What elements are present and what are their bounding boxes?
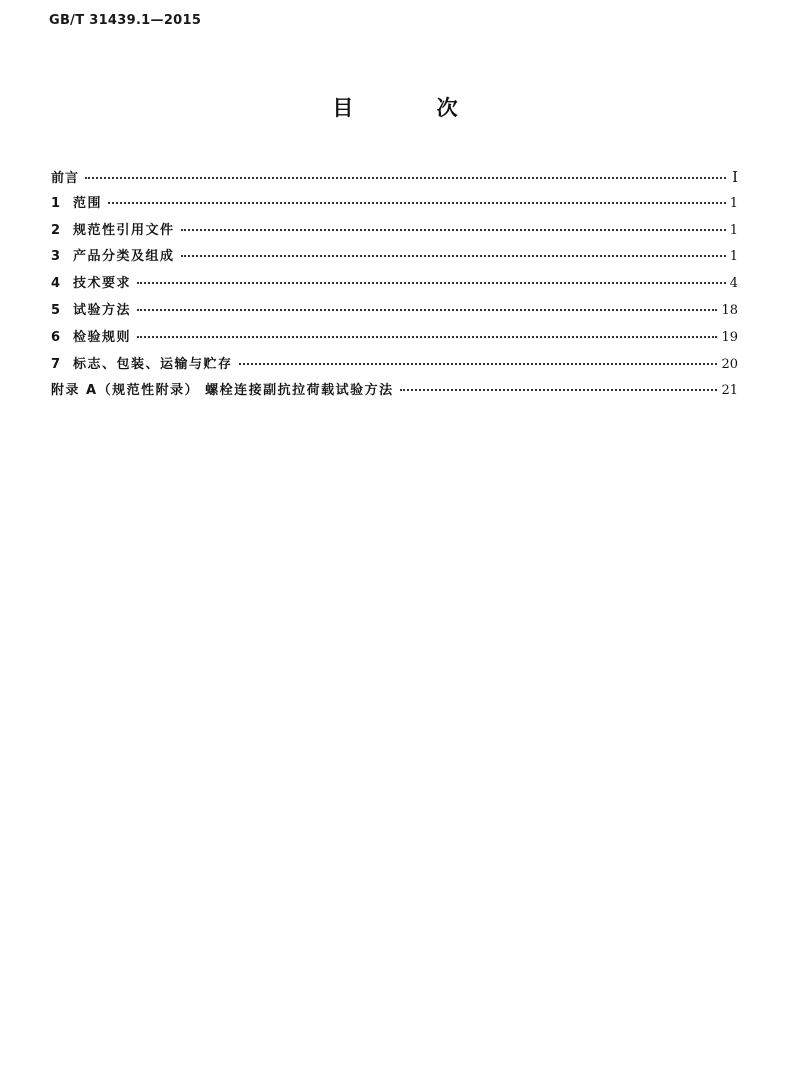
toc-page-number: 1 bbox=[729, 195, 738, 211]
toc-entry-number: 3 bbox=[51, 249, 61, 265]
toc-page-number: 1 bbox=[729, 222, 738, 238]
toc-leader-dots bbox=[137, 336, 717, 338]
toc-page-number: 20 bbox=[721, 356, 738, 372]
toc-entry-text: 标志、包装、运输与贮存 bbox=[73, 356, 233, 372]
toc-entry-7[interactable] bbox=[51, 352, 738, 379]
toc-entry-text: 试验方法 bbox=[73, 302, 132, 318]
toc-entry-text: 规范性引用文件 bbox=[73, 222, 175, 238]
toc-page-number: 4 bbox=[729, 276, 738, 292]
toc-leader-dots bbox=[137, 282, 726, 284]
toc-entry-1[interactable] bbox=[51, 191, 738, 218]
toc-leader-dots bbox=[239, 363, 718, 365]
toc-page-number: 18 bbox=[721, 302, 738, 318]
toc-entry-number: 1 bbox=[51, 195, 61, 211]
toc-page-number: 1 bbox=[729, 249, 738, 265]
toc-leader-dots bbox=[108, 202, 726, 204]
toc-page-number: 19 bbox=[721, 329, 738, 345]
toc-leader-dots bbox=[400, 389, 718, 391]
toc-entry-text: 技术要求 bbox=[73, 276, 132, 292]
toc-entry-3[interactable] bbox=[51, 244, 738, 271]
toc-entry-number: 7 bbox=[51, 356, 61, 372]
toc-entry-number: 5 bbox=[51, 302, 61, 318]
page-title: 目 次 bbox=[332, 96, 496, 120]
toc-entry-number: 4 bbox=[51, 276, 61, 292]
toc-entry-text: 产品分类及组成 bbox=[73, 249, 175, 265]
toc-entry-number: 2 bbox=[51, 222, 61, 238]
toc-entry-text: 检验规则 bbox=[73, 329, 132, 345]
toc-page-number: 21 bbox=[721, 383, 738, 399]
toc-entry-appendix-a[interactable] bbox=[51, 378, 738, 405]
table-of-contents bbox=[51, 164, 738, 405]
toc-entry-text: 附录 A（规范性附录） 螺栓连接副抗拉荷载试验方法 bbox=[51, 383, 394, 399]
toc-entry-6[interactable] bbox=[51, 325, 738, 352]
toc-page-number: Ⅰ bbox=[732, 168, 738, 186]
toc-leader-dots bbox=[181, 229, 726, 231]
toc-entry-text: 范围 bbox=[73, 195, 103, 211]
toc-leader-dots bbox=[85, 177, 726, 179]
toc-entry-preface[interactable] bbox=[51, 164, 738, 191]
toc-entry-4[interactable] bbox=[51, 271, 738, 298]
toc-leader-dots bbox=[137, 309, 717, 311]
toc-leader-dots bbox=[181, 255, 726, 257]
toc-entry-number: 6 bbox=[51, 329, 61, 345]
toc-entry-text: 前言 bbox=[51, 171, 80, 186]
standard-code: GB/T 31439.1—2015 bbox=[49, 13, 202, 28]
toc-entry-5[interactable] bbox=[51, 298, 738, 325]
toc-entry-2[interactable] bbox=[51, 218, 738, 245]
